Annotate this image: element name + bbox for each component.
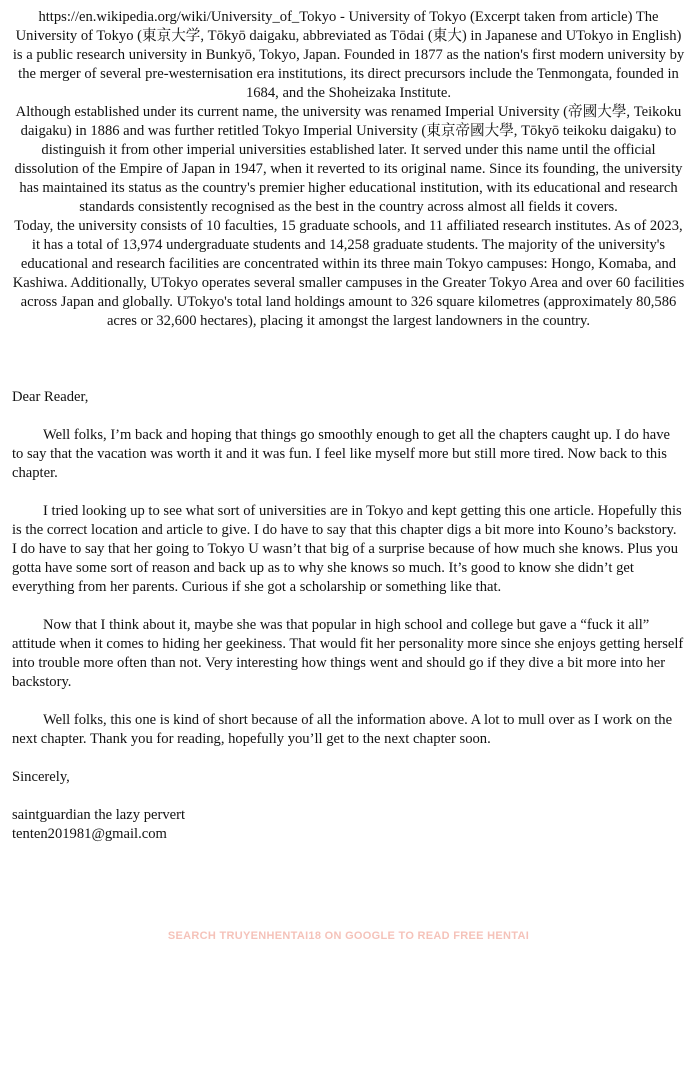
letter-paragraph: I tried looking up to see what sort of universities are in Tokyo and kept getting this one article. Hopefully this is the correct location and article to give. I do have to say that this chapter digs a bit more into Kouno’s backstory. I do have to say that her going to Tokyo U wasn’t that big of a surprise because of how much she knows. Plus you gotta have some sort of reason and back up as to why she knows so much. It’s good to know she didn’t get everything from her parents. Curious if she got a scholarship or something like that. [12, 503, 682, 595]
letter-paragraph: Well folks, this one is kind of short because of all the information above. A lot to mull over as I work on the next chapter. Thank you for reading, hopefully you’ll get to the next chapter soon. [12, 712, 673, 747]
excerpt-paragraph-history: Although established under its current name, the university was renamed Imperial University (帝國大學, Teikoku daigaku) in 1886 and was further retitled Tokyo Imperial University (東京帝國大學, Tōkyō teikoku daigaku) to distinguish it from other imperial universities established later. It served under this name until the official dissolution of the Empire of Japan in 1947, when it reverted to its original name. Since its founding, the university has maintained its status as the country's premier higher educational institution, with its educational and research standards consistently recognised as the best in the country across almost all fields it covers. [14, 104, 683, 215]
signature-name: saintguardian the lazy pervert [12, 807, 186, 823]
letter-paragraph: Now that I think about it, maybe she was that popular in high school and college but gave a “fuck it all” attitude when it comes to hiding her geekiness. That would fit her personality more since she enjoys getting herself into trouble more often than not. Very interesting how things went and should go if they dive a bit more into her backstory. [12, 617, 684, 690]
watermark-text: SEARCH TRUYENHENTAI18 ON GOOGLE TO READ FREE HENTAI [167, 930, 530, 942]
letter-paragraph: Well folks, I’m back and hoping that things go smoothly enough to get all the chapters caught up. I do have to say that the vacation was worth it and it was fun. I feel like myself more but still more tired. Now back to this chapter. [12, 427, 671, 481]
wikipedia-excerpt [10, 8, 687, 331]
letter-greeting: Dear Reader, [12, 389, 89, 405]
author-letter [12, 388, 684, 844]
letter-closing: Sincerely, [12, 769, 70, 785]
excerpt-paragraph-intro: https://en.wikipedia.org/wiki/University_of_Tokyo - University of Tokyo (Excerpt taken from article) The University of Tokyo (東京大学, Tōkyō daigaku, abbreviated as Tōdai (東大) in Japanese and UTokyo in English) is a public research university in Bunkyō, Tokyo, Japan. Founded in 1877 as the nation's first modern university by the merger of several pre-westernisation era institutions, its direct precursors include the Tenmongata, founded in 1684, and the Shoheizaka Institute. [12, 9, 685, 101]
signature-email: tenten201981@gmail.com [12, 826, 167, 842]
excerpt-paragraph-today: Today, the university consists of 10 faculties, 15 graduate schools, and 11 affiliated research institutes. As of 2023, it has a total of 13,974 undergraduate students and 14,258 graduate students. The majority of the university's educational and research facilities are concentrated within its three main Tokyo campuses: Hongo, Komaba, and Kashiwa. Additionally, UTokyo operates several smaller campuses in the Greater Tokyo Area and over 60 facilities across Japan and globally. UTokyo's total land holdings amount to 326 square kilometres (approximately 80,586 acres or 32,600 hectares), placing it amongst the largest landowners in the country. [12, 218, 685, 329]
